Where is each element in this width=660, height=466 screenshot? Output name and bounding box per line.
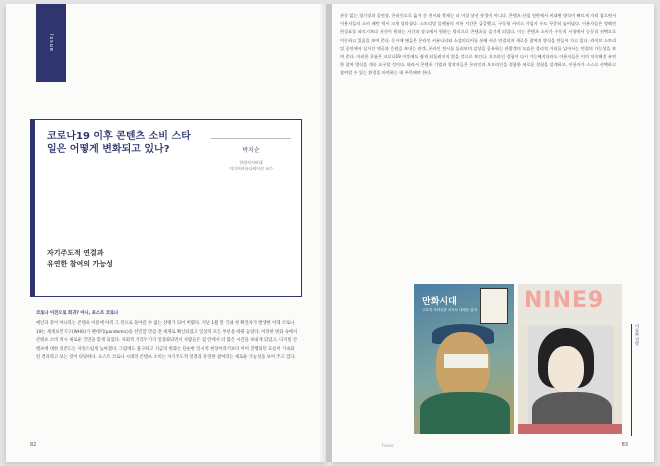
author-block [211, 138, 291, 173]
side-tab-label: 이슈와 전망 [631, 324, 640, 436]
subtitle-line: 자기주도적 연결과 [47, 249, 104, 257]
left-page [6, 4, 326, 462]
affiliation-line: 한양사이버대 [239, 160, 263, 165]
cover-title-2: NINE9 [524, 288, 605, 313]
body-heading: 코로나 이전으로 회귀? 아니, 포스트 코로나 [36, 311, 119, 316]
page-number-left: 82 [30, 442, 37, 448]
author-affiliation [211, 160, 291, 173]
portrait-coat [420, 392, 510, 434]
cover-title: 만화시대 [422, 297, 457, 307]
affiliation-line: 미디어커뮤니케이션 교수 [229, 166, 273, 172]
body-paragraph: 예년과 같이 아니라는 콘텐츠 이용에 아직 그 전으로 돌아갈 수 없는 상태가 되어 버렸다. 지난 1월 말 국내 첫 확진자가 발생한 이래 코로나19는 세계보건기구(WHO)가 팬데믹(pandemic)을 선언할 만큼 전 세계로 확산되었고 일상의 모든 부분을 바꿔 놓았다. 이러한 변화 속에서 콘텐츠 소비 역시 새로운 국면을 맞게 되었다. 사회적 거리두기가 일상화되면서 사람들은 집 안에서 더 많은 시간을 보내게 되었고, 디지털 콘텐츠에 대한 의존도는 자연스럽게 높아졌다. 그럼에도 불구하고 지금의 변화는 단순한 일시적 현상이라기보다 이미 진행되던 흐름이 가속화된 결과라고 보는 것이 타당하다. 포스트 코로나 시대의 콘텐츠 소비는 자기주도적 연결과 유연한 참여라는 새로운 가능성을 보여 주고 있다. [36, 321, 298, 360]
figure-face [548, 346, 584, 392]
article-subtitle [47, 248, 197, 270]
right-page [332, 4, 654, 462]
title-accent-bar [31, 120, 35, 296]
cover-logo [480, 288, 508, 324]
article-title: 코로나19 이후 콘텐츠 소비 스타일은 어떻게 변화되고 있나? [47, 131, 191, 156]
portrait-bandage [444, 354, 488, 368]
magazine-cover-photo [414, 284, 514, 434]
cover-stripe [518, 424, 622, 434]
running-footer: Focus [382, 443, 394, 448]
subtitle-line: 유연한 참여의 가능성 [47, 259, 113, 268]
left-body-text [36, 310, 298, 362]
article-title-box [30, 119, 302, 297]
page-number-right: 83 [621, 442, 628, 448]
cover-caption: 고흐의 자화상을 표지로 내세운 잡지 [422, 308, 478, 312]
section-tab: Issue [36, 4, 66, 82]
magazine-cover-photo-2 [518, 284, 622, 434]
author-name: 박지순 [242, 147, 260, 154]
right-body-text: 관중 없는 경기장과 공연장, 온라인으로 옮겨 간 전시와 축제는 더 이상 낯선 풍경이 아니다. 콘텐츠 산업 전반에서 비대면 방식이 빠르게 자리 잡으면서 이용자들의 소비 패턴 역시 크게 달라졌다. 스트리밍 플랫폼의 이용 시간은 급증했고, 구독형 서비스 가입자 수도 꾸준히 늘어났다. 이용자들은 정해진 편성표를 따르기보다 자신이 원하는 시간과 장소에서 원하는 방식으로 콘텐츠를 즐기게 되었다. 이는 콘텐츠 소비가 수동적 시청에서 능동적 선택으로 이동하고 있음을 보여 준다. 동시에 팬들은 온라인 커뮤니티와 소셜미디어를 통해 서로 연결되며 새로운 참여의 방식을 만들어 가고 있다. 라이브 스트리밍 공연에서 실시간 댓글과 응원을 보내는 관객, 온라인 전시를 둘러보며 감상을 공유하는 관람객의 모습은 물리적 거리를 넘어서는 연결의 가능성을 보여 준다. 이러한 흐름은 코로나19 이후에도 쉽게 되돌려지지 않을 것으로 보인다. 오프라인 경험이 다시 가능해지더라도 이용자들은 이미 익숙해진 유연한 참여 방식을 계속 요구할 것이다. 따라서 콘텐츠 기업과 창작자들은 온라인과 오프라인을 결합한 새로운 경험을 설계하고, 이용자가 스스로 선택하고 참여할 수 있는 환경을 마련하는 데 주목해야 한다. [340, 13, 616, 76]
